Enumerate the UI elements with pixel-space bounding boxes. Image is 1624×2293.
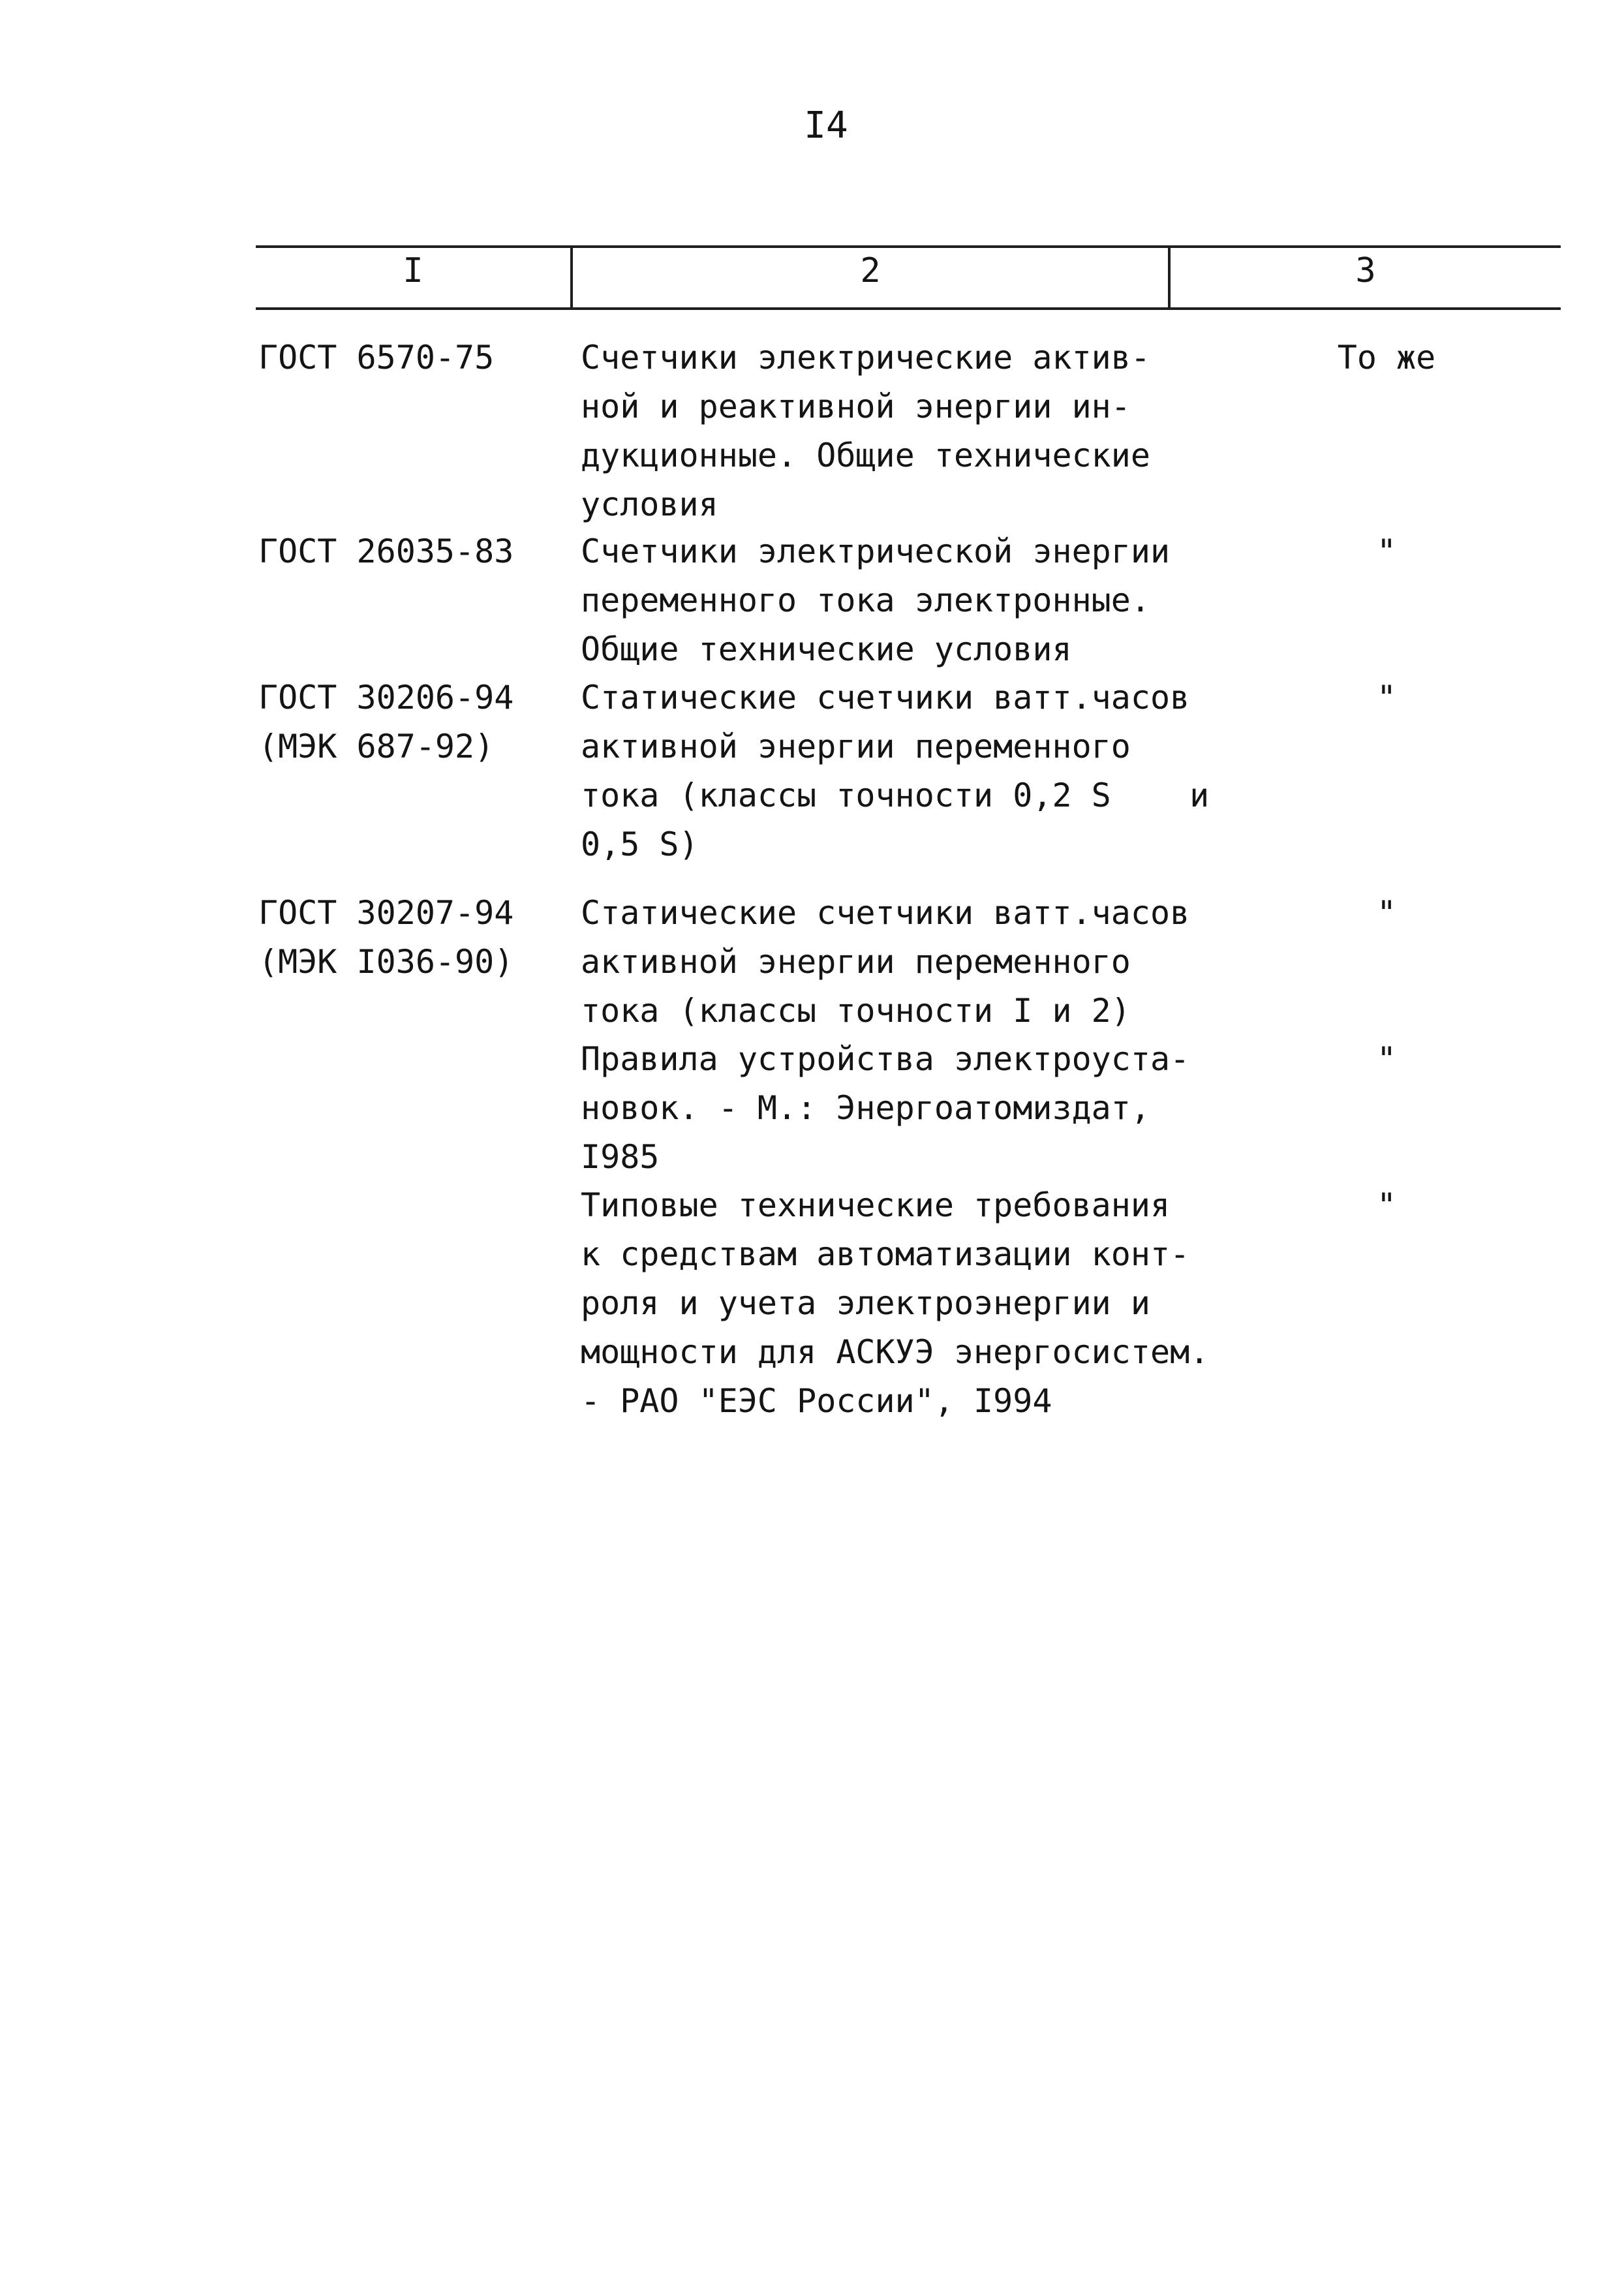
status-note: " — [1376, 1040, 1397, 1078]
standard-designation: ГОСТ 6570-75 — [258, 339, 495, 377]
standard-title: Счетчики электрические актив- ной и реактивной энергии ин- дукционные. Общие технические условия — [581, 339, 1150, 523]
column-header-2: 2 — [860, 251, 881, 290]
standard-designation: ГОСТ 26035-83 — [258, 532, 514, 570]
page-number: I4 — [804, 104, 848, 147]
status-note: То же — [1337, 339, 1436, 377]
standard-title: Счетчики электрической энергии переменного тока электронные. Общие технические условия — [581, 532, 1171, 668]
column-header-1: I — [403, 251, 423, 290]
standard-title: Правила устройства электроуста- новок. - М.: Энергоатомиздат, I985 — [581, 1040, 1190, 1176]
column-header-3: 3 — [1355, 251, 1376, 290]
table-top-rule — [256, 245, 1561, 248]
standard-designation: ГОСТ 30207-94 (МЭК I036-90) — [258, 894, 514, 981]
table-header-bottom-rule — [256, 307, 1561, 310]
status-note: " — [1376, 894, 1397, 932]
status-note: " — [1376, 532, 1397, 570]
standard-title: Статические счетчики ватт.часов активной энергии переменного тока (классы точности I и 2) — [581, 894, 1190, 1030]
standard-designation: ГОСТ 30206-94 (МЭК 687-92) — [258, 679, 514, 765]
status-note: " — [1376, 1186, 1397, 1224]
standard-title: Типовые технические требования к средствам автоматизации конт- роля и учета электроэнергии и мощности для АСКУЭ энергосистем. - РАО "ЕЭС России", I994 — [581, 1186, 1210, 1420]
standard-title: Статические счетчики ватт.часов активной энергии переменного тока (классы точности 0,2 S и 0,5 S) — [581, 679, 1210, 863]
status-note: " — [1376, 679, 1397, 716]
